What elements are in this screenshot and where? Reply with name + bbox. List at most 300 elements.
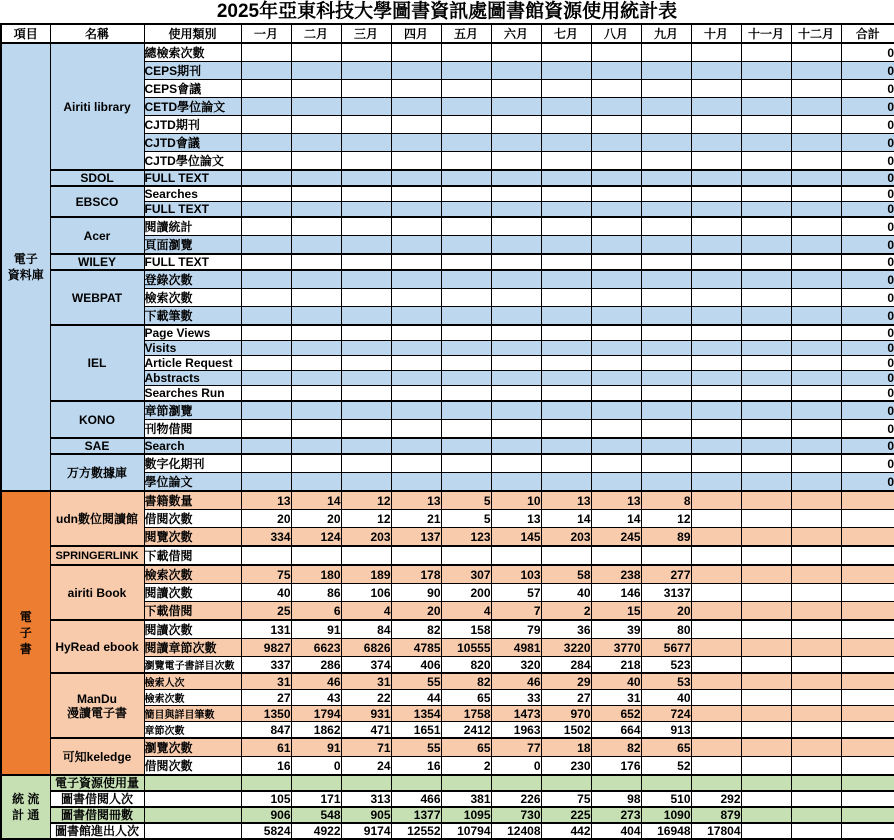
column-header: 四月 bbox=[391, 24, 441, 43]
month-value-cell bbox=[641, 307, 691, 326]
month-value-cell bbox=[341, 325, 391, 341]
month-value-cell bbox=[391, 98, 441, 116]
month-value-cell bbox=[341, 152, 391, 171]
month-value-cell: 79 bbox=[491, 620, 541, 639]
usage-type-cell: Visits bbox=[144, 341, 241, 356]
group-name-line: 可知keledge bbox=[62, 749, 132, 764]
month-value-cell: 905 bbox=[341, 807, 391, 823]
total-value-cell: 0 bbox=[841, 386, 894, 402]
usage-type-cell: 章節次數 bbox=[144, 722, 241, 739]
month-value-cell bbox=[241, 775, 291, 791]
month-value-cell bbox=[391, 420, 441, 439]
month-value-cell: 40 bbox=[591, 673, 641, 690]
month-value-cell bbox=[441, 386, 491, 402]
month-value-cell bbox=[541, 307, 591, 326]
month-value-cell: 320 bbox=[491, 657, 541, 674]
month-value-cell bbox=[441, 341, 491, 356]
month-value-cell bbox=[741, 738, 791, 757]
month-value-cell bbox=[291, 217, 341, 236]
month-value-cell: 16948 bbox=[641, 823, 691, 839]
table-row bbox=[1, 454, 894, 473]
usage-type-cell: CEPS會議 bbox=[144, 80, 241, 98]
month-value-cell: 4981 bbox=[491, 639, 541, 657]
usage-type-cell: 頁面瀏覽 bbox=[144, 236, 241, 255]
month-value-cell: 13 bbox=[591, 491, 641, 510]
month-value-cell bbox=[591, 43, 641, 62]
month-value-cell bbox=[691, 134, 741, 152]
month-value-cell bbox=[741, 80, 791, 98]
month-value-cell bbox=[241, 170, 291, 186]
month-value-cell bbox=[541, 202, 591, 218]
month-value-cell bbox=[541, 454, 591, 473]
month-value-cell bbox=[691, 325, 741, 341]
total-value-cell: 0 bbox=[841, 98, 894, 116]
month-value-cell bbox=[741, 62, 791, 80]
month-value-cell bbox=[241, 134, 291, 152]
month-value-cell bbox=[741, 289, 791, 307]
month-value-cell bbox=[241, 236, 291, 255]
table-row bbox=[1, 673, 894, 690]
month-value-cell bbox=[791, 722, 841, 739]
month-value-cell bbox=[341, 386, 391, 402]
month-value-cell bbox=[241, 152, 291, 171]
total-value-cell: 0 bbox=[841, 170, 894, 186]
usage-type-cell: FULL TEXT bbox=[144, 170, 241, 186]
month-value-cell bbox=[541, 236, 591, 255]
month-value-cell bbox=[741, 565, 791, 584]
month-value-cell: 40 bbox=[641, 690, 691, 706]
month-value-cell bbox=[241, 401, 291, 420]
month-value-cell bbox=[791, 706, 841, 722]
month-value-cell bbox=[691, 420, 741, 439]
month-value-cell bbox=[541, 325, 591, 341]
month-value-cell: 906 bbox=[241, 807, 291, 823]
month-value-cell bbox=[291, 289, 341, 307]
month-value-cell bbox=[241, 341, 291, 356]
month-value-cell: 17804 bbox=[691, 823, 741, 839]
month-value-cell: 31 bbox=[241, 673, 291, 690]
month-value-cell bbox=[691, 738, 741, 757]
month-value-cell bbox=[341, 80, 391, 98]
month-value-cell bbox=[641, 202, 691, 218]
group-name-cell bbox=[50, 791, 144, 807]
column-header: 六月 bbox=[491, 24, 541, 43]
total-value-cell: 0 bbox=[841, 186, 894, 202]
month-value-cell: 5677 bbox=[641, 639, 691, 657]
month-value-cell bbox=[491, 546, 541, 565]
month-value-cell bbox=[341, 420, 391, 439]
month-value-cell bbox=[491, 325, 541, 341]
month-value-cell: 1758 bbox=[441, 706, 491, 722]
month-value-cell bbox=[691, 186, 741, 202]
month-value-cell bbox=[541, 473, 591, 492]
month-value-cell: 39 bbox=[591, 620, 641, 639]
month-value-cell bbox=[591, 80, 641, 98]
month-value-cell bbox=[791, 341, 841, 356]
month-value-cell bbox=[791, 823, 841, 839]
month-value-cell bbox=[441, 546, 491, 565]
month-value-cell bbox=[541, 254, 591, 270]
month-value-cell bbox=[441, 420, 491, 439]
month-value-cell bbox=[241, 254, 291, 270]
month-value-cell bbox=[591, 98, 641, 116]
month-value-cell bbox=[441, 98, 491, 116]
month-value-cell bbox=[541, 341, 591, 356]
month-value-cell: 40 bbox=[241, 584, 291, 602]
group-name-line: WILEY bbox=[78, 255, 116, 269]
group-name-cell bbox=[50, 186, 144, 217]
month-value-cell: 404 bbox=[591, 823, 641, 839]
month-value-cell bbox=[441, 371, 491, 386]
usage-type-cell: CJTD會議 bbox=[144, 134, 241, 152]
total-value-cell bbox=[841, 722, 894, 739]
group-name-cell bbox=[50, 401, 144, 438]
month-value-cell bbox=[641, 186, 691, 202]
total-value-cell: 0 bbox=[841, 325, 894, 341]
month-value-cell bbox=[691, 289, 741, 307]
section-item-line: 子 bbox=[19, 626, 32, 640]
section-item-line: 電 bbox=[19, 610, 32, 624]
month-value-cell bbox=[691, 722, 741, 739]
month-value-cell bbox=[791, 673, 841, 690]
month-value-cell bbox=[641, 134, 691, 152]
month-value-cell bbox=[691, 270, 741, 289]
month-value-cell: 724 bbox=[641, 706, 691, 722]
month-value-cell: 36 bbox=[541, 620, 591, 639]
month-value-cell: 14 bbox=[541, 510, 591, 528]
total-value-cell bbox=[841, 639, 894, 657]
month-value-cell: 879 bbox=[691, 807, 741, 823]
month-value-cell: 13 bbox=[241, 491, 291, 510]
month-value-cell bbox=[541, 134, 591, 152]
month-value-cell bbox=[591, 289, 641, 307]
month-value-cell bbox=[491, 371, 541, 386]
month-value-cell bbox=[391, 307, 441, 326]
table-row bbox=[1, 546, 894, 565]
month-value-cell bbox=[641, 43, 691, 62]
month-value-cell bbox=[791, 775, 841, 791]
month-value-cell: 238 bbox=[591, 565, 641, 584]
month-value-cell: 27 bbox=[541, 690, 591, 706]
month-value-cell: 71 bbox=[341, 738, 391, 757]
usage-type-cell: 下載借閱 bbox=[144, 602, 241, 621]
month-value-cell bbox=[741, 152, 791, 171]
usage-type-cell: 登錄次數 bbox=[144, 270, 241, 289]
month-value-cell: 25 bbox=[241, 602, 291, 621]
month-value-cell bbox=[791, 152, 841, 171]
month-value-cell bbox=[341, 270, 391, 289]
month-value-cell bbox=[591, 371, 641, 386]
month-value-cell bbox=[341, 473, 391, 492]
month-value-cell bbox=[391, 254, 441, 270]
total-value-cell bbox=[841, 823, 894, 839]
section-item-line: 電子 bbox=[13, 252, 38, 266]
usage-type-cell: 閱覽次數 bbox=[144, 528, 241, 547]
month-value-cell bbox=[291, 43, 341, 62]
month-value-cell bbox=[591, 454, 641, 473]
total-value-cell: 0 bbox=[841, 473, 894, 492]
group-name-cell bbox=[50, 807, 144, 823]
month-value-cell bbox=[441, 270, 491, 289]
month-value-cell bbox=[541, 270, 591, 289]
month-value-cell bbox=[491, 43, 541, 62]
month-value-cell bbox=[541, 356, 591, 371]
month-value-cell bbox=[641, 152, 691, 171]
month-value-cell bbox=[491, 289, 541, 307]
month-value-cell: 847 bbox=[241, 722, 291, 739]
month-value-cell: 75 bbox=[241, 565, 291, 584]
group-name-line: 圖書借閱人次 bbox=[60, 792, 133, 806]
month-value-cell: 33 bbox=[491, 690, 541, 706]
table-row bbox=[1, 186, 894, 202]
group-name-cell bbox=[50, 565, 144, 620]
month-value-cell: 652 bbox=[591, 706, 641, 722]
month-value-cell: 103 bbox=[491, 565, 541, 584]
month-value-cell bbox=[491, 236, 541, 255]
group-name-line: Airiti library bbox=[63, 99, 131, 114]
month-value-cell: 53 bbox=[641, 673, 691, 690]
month-value-cell bbox=[741, 134, 791, 152]
month-value-cell bbox=[641, 98, 691, 116]
month-value-cell bbox=[491, 80, 541, 98]
total-value-cell: 0 bbox=[841, 116, 894, 134]
month-value-cell bbox=[691, 706, 741, 722]
month-value-cell bbox=[641, 454, 691, 473]
month-value-cell bbox=[341, 116, 391, 134]
month-value-cell bbox=[391, 289, 441, 307]
month-value-cell: 55 bbox=[391, 673, 441, 690]
group-name-cell bbox=[50, 620, 144, 673]
month-value-cell: 14 bbox=[591, 510, 641, 528]
month-value-cell bbox=[691, 775, 741, 791]
section-item-line: 資料庫 bbox=[7, 268, 44, 282]
month-value-cell bbox=[591, 62, 641, 80]
month-value-cell bbox=[491, 134, 541, 152]
month-value-cell bbox=[641, 775, 691, 791]
group-name-line: KONO bbox=[79, 412, 115, 427]
month-value-cell bbox=[541, 116, 591, 134]
usage-type-cell: FULL TEXT bbox=[144, 202, 241, 218]
group-name-line: 電子資源使用量 bbox=[54, 776, 139, 790]
month-value-cell: 6623 bbox=[291, 639, 341, 657]
month-value-cell: 98 bbox=[591, 791, 641, 807]
usage-type-cell: 檢索次數 bbox=[144, 565, 241, 584]
month-value-cell: 77 bbox=[491, 738, 541, 757]
month-value-cell: 10555 bbox=[441, 639, 491, 657]
usage-type-cell bbox=[144, 775, 241, 791]
month-value-cell bbox=[241, 438, 291, 454]
month-value-cell bbox=[791, 807, 841, 823]
month-value-cell bbox=[441, 454, 491, 473]
month-value-cell bbox=[641, 325, 691, 341]
month-value-cell bbox=[741, 690, 791, 706]
month-value-cell bbox=[441, 152, 491, 171]
month-value-cell bbox=[391, 80, 441, 98]
month-value-cell bbox=[541, 438, 591, 454]
month-value-cell bbox=[641, 116, 691, 134]
month-value-cell bbox=[241, 43, 291, 62]
table-row bbox=[1, 401, 894, 420]
month-value-cell bbox=[241, 270, 291, 289]
month-value-cell bbox=[291, 152, 341, 171]
month-value-cell bbox=[341, 217, 391, 236]
month-value-cell bbox=[391, 546, 441, 565]
month-value-cell bbox=[591, 254, 641, 270]
month-value-cell: 1095 bbox=[441, 807, 491, 823]
month-value-cell bbox=[791, 356, 841, 371]
month-value-cell bbox=[791, 620, 841, 639]
month-value-cell: 124 bbox=[291, 528, 341, 547]
month-value-cell: 820 bbox=[441, 657, 491, 674]
month-value-cell bbox=[541, 401, 591, 420]
total-value-cell bbox=[841, 690, 894, 706]
month-value-cell bbox=[441, 438, 491, 454]
month-value-cell bbox=[441, 254, 491, 270]
month-value-cell: 61 bbox=[241, 738, 291, 757]
total-value-cell bbox=[841, 757, 894, 776]
month-value-cell bbox=[241, 289, 291, 307]
month-value-cell bbox=[291, 186, 341, 202]
month-value-cell bbox=[591, 307, 641, 326]
month-value-cell bbox=[741, 202, 791, 218]
month-value-cell: 189 bbox=[341, 565, 391, 584]
column-header: 三月 bbox=[341, 24, 391, 43]
usage-type-cell: 閱讀次數 bbox=[144, 584, 241, 602]
month-value-cell: 1794 bbox=[291, 706, 341, 722]
table-row bbox=[1, 325, 894, 341]
month-value-cell bbox=[541, 152, 591, 171]
month-value-cell bbox=[241, 386, 291, 402]
group-name-cell bbox=[50, 546, 144, 565]
month-value-cell bbox=[591, 186, 641, 202]
month-value-cell bbox=[341, 438, 391, 454]
group-name-line: udn數位閱讀館 bbox=[56, 511, 138, 526]
month-value-cell: 218 bbox=[591, 657, 641, 674]
month-value-cell bbox=[491, 62, 541, 80]
month-value-cell bbox=[491, 202, 541, 218]
month-value-cell: 5 bbox=[441, 491, 491, 510]
month-value-cell bbox=[391, 356, 441, 371]
total-value-cell: 0 bbox=[841, 289, 894, 307]
table-row bbox=[1, 791, 894, 807]
usage-type-cell: Search bbox=[144, 438, 241, 454]
total-value-cell: 0 bbox=[841, 454, 894, 473]
month-value-cell bbox=[641, 420, 691, 439]
month-value-cell bbox=[591, 170, 641, 186]
total-value-cell: 0 bbox=[841, 356, 894, 371]
month-value-cell bbox=[541, 170, 591, 186]
month-value-cell: 16 bbox=[241, 757, 291, 776]
month-value-cell bbox=[791, 565, 841, 584]
month-value-cell bbox=[441, 134, 491, 152]
month-value-cell bbox=[491, 170, 541, 186]
month-value-cell: 286 bbox=[291, 657, 341, 674]
total-value-cell: 0 bbox=[841, 341, 894, 356]
month-value-cell: 2 bbox=[541, 602, 591, 621]
month-value-cell: 158 bbox=[441, 620, 491, 639]
total-value-cell bbox=[841, 546, 894, 565]
month-value-cell bbox=[591, 217, 641, 236]
table-row bbox=[1, 565, 894, 584]
table-row bbox=[1, 270, 894, 289]
usage-type-cell: 閱讀章節次數 bbox=[144, 639, 241, 657]
month-value-cell: 12 bbox=[341, 510, 391, 528]
month-value-cell: 10 bbox=[491, 491, 541, 510]
month-value-cell bbox=[391, 170, 441, 186]
month-value-cell bbox=[441, 356, 491, 371]
usage-type-cell: 借閱次數 bbox=[144, 757, 241, 776]
month-value-cell bbox=[491, 217, 541, 236]
month-value-cell: 91 bbox=[291, 738, 341, 757]
month-value-cell bbox=[441, 775, 491, 791]
month-value-cell bbox=[241, 356, 291, 371]
month-value-cell: 1090 bbox=[641, 807, 691, 823]
month-value-cell bbox=[391, 438, 441, 454]
month-value-cell bbox=[791, 528, 841, 547]
month-value-cell bbox=[491, 438, 541, 454]
month-value-cell: 46 bbox=[291, 673, 341, 690]
month-value-cell bbox=[741, 116, 791, 134]
month-value-cell bbox=[341, 236, 391, 255]
month-value-cell bbox=[291, 236, 341, 255]
month-value-cell bbox=[391, 371, 441, 386]
month-value-cell bbox=[791, 546, 841, 565]
month-value-cell bbox=[391, 473, 441, 492]
group-name-cell bbox=[50, 775, 144, 791]
group-name-line: 圖書借閱冊數 bbox=[60, 808, 133, 822]
month-value-cell bbox=[541, 217, 591, 236]
month-value-cell bbox=[791, 510, 841, 528]
total-value-cell bbox=[841, 602, 894, 621]
total-value-cell: 0 bbox=[841, 401, 894, 420]
month-value-cell bbox=[391, 454, 441, 473]
month-value-cell: 123 bbox=[441, 528, 491, 547]
month-value-cell bbox=[641, 170, 691, 186]
month-value-cell: 7 bbox=[491, 602, 541, 621]
month-value-cell: 15 bbox=[591, 602, 641, 621]
month-value-cell: 43 bbox=[291, 690, 341, 706]
month-value-cell bbox=[791, 454, 841, 473]
month-value-cell bbox=[341, 254, 391, 270]
group-name-cell bbox=[50, 673, 144, 738]
column-header: 十一月 bbox=[741, 24, 791, 43]
month-value-cell: 16 bbox=[391, 757, 441, 776]
month-value-cell bbox=[691, 757, 741, 776]
month-value-cell bbox=[691, 565, 741, 584]
total-value-cell bbox=[841, 528, 894, 547]
month-value-cell: 1862 bbox=[291, 722, 341, 739]
month-value-cell bbox=[741, 307, 791, 326]
month-value-cell bbox=[691, 639, 741, 657]
total-value-cell: 0 bbox=[841, 217, 894, 236]
month-value-cell bbox=[691, 98, 741, 116]
month-value-cell bbox=[541, 386, 591, 402]
month-value-cell bbox=[641, 217, 691, 236]
month-value-cell bbox=[791, 43, 841, 62]
month-value-cell bbox=[541, 98, 591, 116]
usage-type-cell: 瀏覽電子書詳目次數 bbox=[144, 657, 241, 674]
table-row bbox=[1, 170, 894, 186]
total-value-cell: 0 bbox=[841, 270, 894, 289]
month-value-cell: 0 bbox=[291, 757, 341, 776]
total-value-cell bbox=[841, 510, 894, 528]
month-value-cell bbox=[291, 401, 341, 420]
usage-type-cell: Abstracts bbox=[144, 371, 241, 386]
month-value-cell bbox=[791, 473, 841, 492]
month-value-cell: 203 bbox=[341, 528, 391, 547]
month-value-cell bbox=[691, 356, 741, 371]
month-value-cell: 171 bbox=[291, 791, 341, 807]
